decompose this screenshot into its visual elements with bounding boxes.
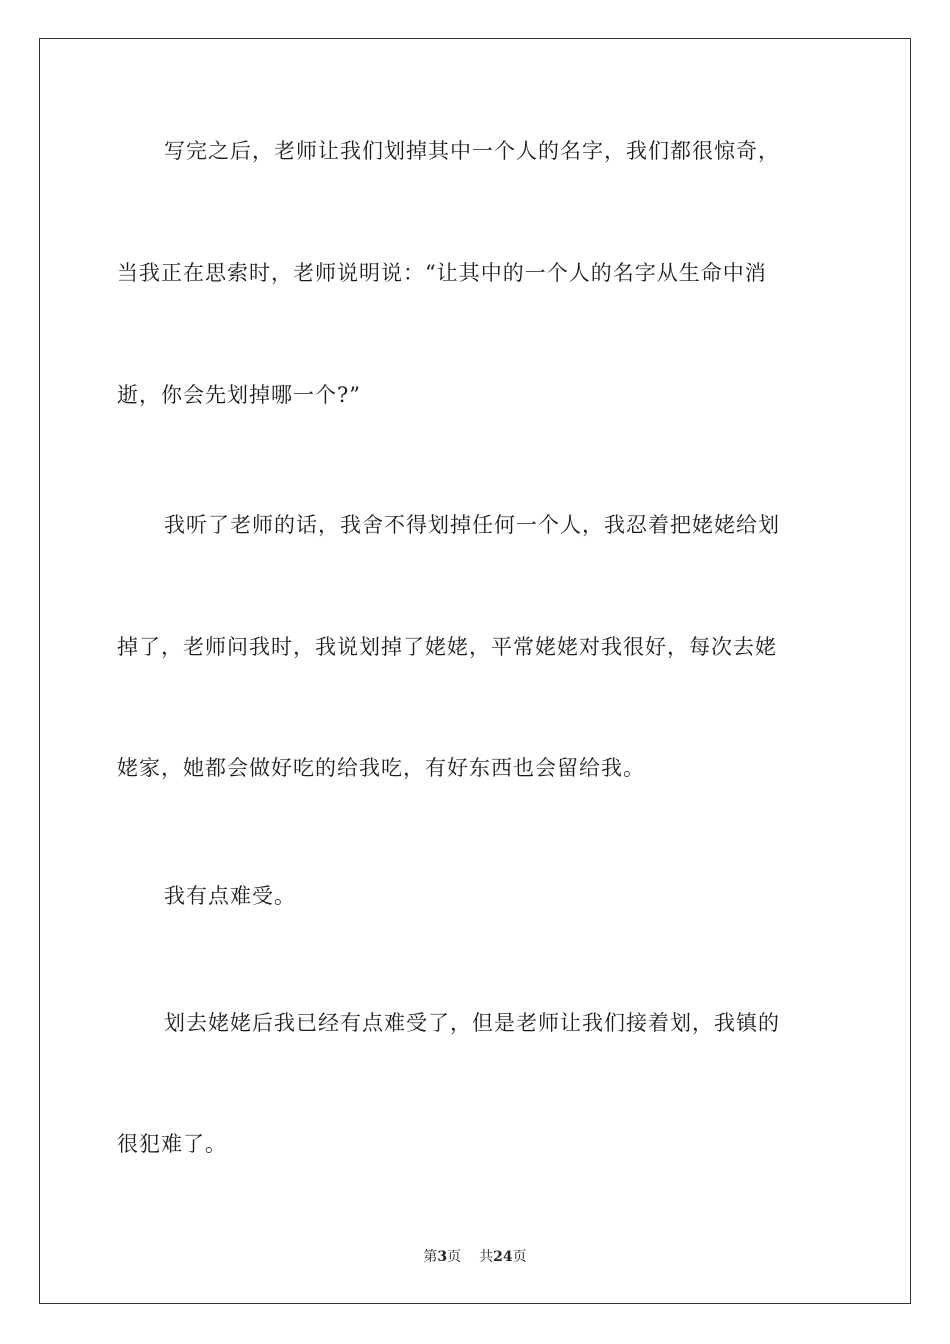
page-footer [0, 1247, 950, 1267]
paragraph-1-line-1: 写完之后，老师让我们划掉其中一个人的名字，我们都很惊奇， [164, 139, 780, 163]
paragraph-2-line-1: 我听了老师的话，我舍不得划掉任何一个人，我忍着把姥姥给划 [164, 513, 780, 537]
paragraph-1-line-3: 逝，你会先划掉哪一个?” [117, 383, 361, 407]
paragraph-2-line-3: 姥家，她都会做好吃的给我吃，有好东西也会留给我。 [117, 756, 645, 780]
page-prefix: 第 [423, 1249, 438, 1265]
paragraph-3-line-1: 我有点难受。 [164, 884, 296, 908]
page-border [39, 38, 911, 1304]
total-prefix: 共 [479, 1249, 494, 1265]
total-suffix: 页 [512, 1249, 527, 1265]
paragraph-1-line-2: 当我正在思索时，老师说明说：“让其中的一个人的名字从生命中消 [117, 261, 767, 285]
paragraph-4-line-1: 划去姥姥后我已经有点难受了，但是老师让我们接着划，我镇的 [164, 1011, 780, 1035]
total-pages: 24 [493, 1249, 513, 1265]
paragraph-2-line-2: 掉了，老师问我时，我说划掉了姥姥，平常姥姥对我很好，每次去姥 [117, 635, 777, 659]
page-suffix: 页 [447, 1249, 462, 1265]
paragraph-4-line-2: 很犯难了。 [117, 1132, 227, 1156]
page-number: 3 [437, 1249, 448, 1265]
